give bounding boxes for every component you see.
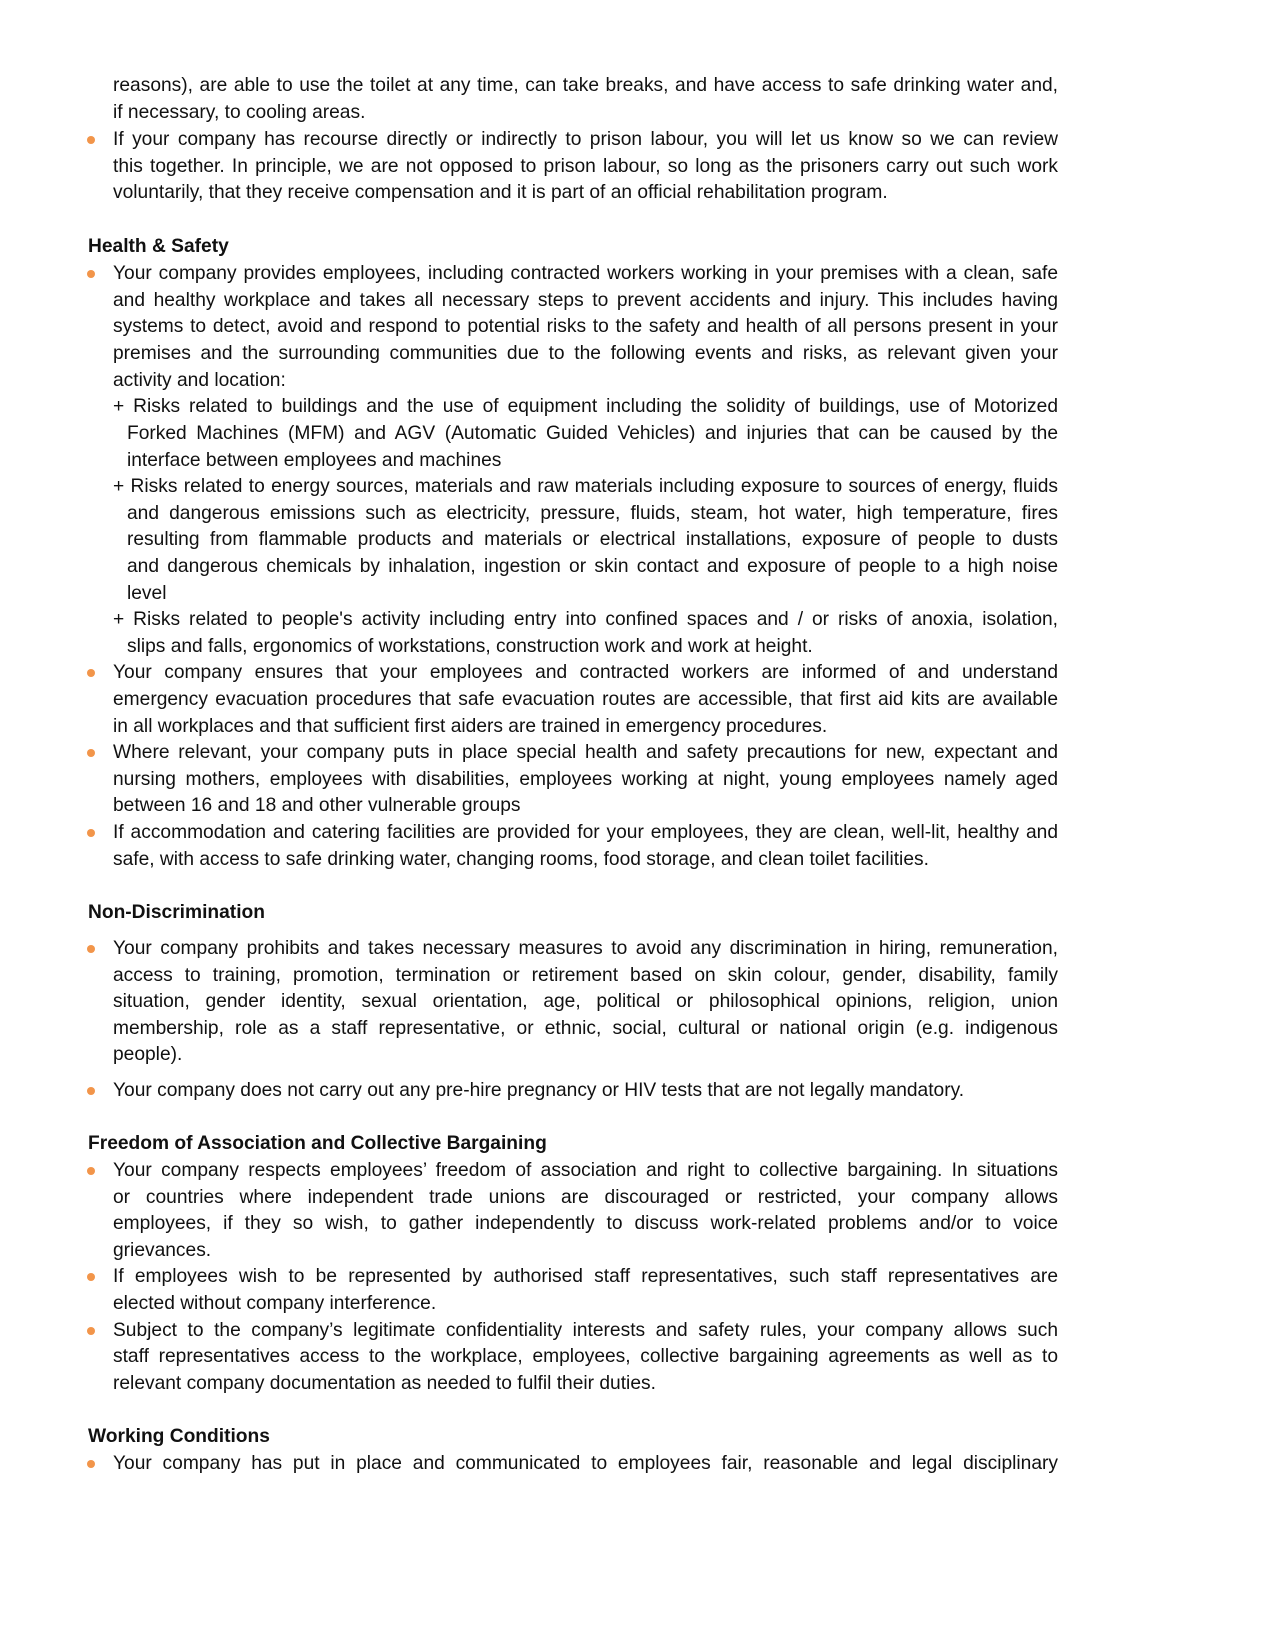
bullet-line: emergency evacuation procedures that safe evacuation routes are accessible, that first aid kits are available — [113, 689, 1058, 710]
bullet-line: Your company ensures that your employees and contracted workers are informed of and understand — [113, 662, 1058, 683]
section-heading: Non-Discrimination — [88, 902, 265, 923]
bullet-icon — [87, 945, 95, 953]
bullet-icon — [87, 1273, 95, 1281]
bullet-icon — [87, 1167, 95, 1175]
bullet-line: premises and the surrounding communities due to the following events and risks, as relevant given your — [113, 343, 1058, 364]
bullet-line: activity and location: — [113, 370, 286, 391]
bullet-line: between 16 and 18 and other vulnerable groups — [113, 795, 521, 816]
bullet-line: Subject to the company’s legitimate confidentiality interests and safety rules, your company allows such — [113, 1320, 1058, 1341]
sub-item-line: slips and falls, ergonomics of workstations, construction work and work at height. — [127, 636, 813, 657]
bullet-line: in all workplaces and that sufficient first aiders are trained in emergency procedures. — [113, 716, 828, 737]
bullet-line: and healthy workplace and takes all necessary steps to prevent accidents and injury. This includes having — [113, 290, 1058, 311]
bullet-line: elected without company interference. — [113, 1293, 437, 1314]
bullet-line: relevant company documentation as needed to fulfil their duties. — [113, 1373, 656, 1394]
bullet-icon — [87, 1087, 95, 1095]
bullet-line: Your company provides employees, including contracted workers working in your premises with a clean, safe — [113, 263, 1058, 284]
bullet-line: people). — [113, 1044, 183, 1065]
bullet-icon — [87, 829, 95, 837]
bullet-line: staff representatives access to the workplace, employees, collective bargaining agreements as well as to — [113, 1346, 1058, 1367]
bullet-line: If employees wish to be represented by authorised staff representatives, such staff representatives are — [113, 1266, 1058, 1287]
bullet-line: If your company has recourse directly or indirectly to prison labour, you will let us know so we can review — [113, 129, 1058, 150]
bullet-line: Your company prohibits and takes necessary measures to avoid any discrimination in hiring, remuneration, — [113, 938, 1058, 959]
bullet-line: safe, with access to safe drinking water, changing rooms, food storage, and clean toilet facilities. — [113, 849, 929, 870]
sub-item-line: resulting from flammable products and materials or electrical installations, exposure of people to dusts — [127, 529, 1058, 550]
bullet-line: Your company has put in place and communicated to employees fair, reasonable and legal disciplinary — [113, 1453, 1058, 1474]
bullet-line: Your company does not carry out any pre-hire pregnancy or HIV tests that are not legally mandatory. — [113, 1080, 965, 1101]
bullet-icon — [87, 136, 95, 144]
bullet-line: If accommodation and catering facilities are provided for your employees, they are clean, well-lit, healthy and — [113, 822, 1058, 843]
sub-item-line: Forked Machines (MFM) and AGV (Automatic Guided Vehicles) and injuries that can be caused by the — [127, 423, 1058, 444]
intro-line: if necessary, to cooling areas. — [113, 102, 366, 123]
sub-item-line: and dangerous chemicals by inhalation, ingestion or skin contact and exposure of people to a high noise — [127, 556, 1058, 577]
bullet-line: employees, if they so wish, to gather independently to discuss work-related problems and/or to voice — [113, 1213, 1058, 1234]
bullet-icon — [87, 1327, 95, 1335]
bullet-icon — [87, 749, 95, 757]
bullet-icon — [87, 1460, 95, 1468]
sub-item-line: + Risks related to energy sources, materials and raw materials including exposure to sources of energy, fluids — [113, 476, 1058, 497]
bullet-icon — [87, 270, 95, 278]
bullet-line: Where relevant, your company puts in place special health and safety precautions for new, expectant and — [113, 742, 1058, 763]
sub-item-line: interface between employees and machines — [127, 450, 502, 471]
bullet-line: access to training, promotion, termination or retirement based on skin colour, gender, disability, family — [113, 965, 1058, 986]
bullet-icon — [87, 669, 95, 677]
sub-item-line: level — [127, 583, 167, 604]
bullet-line: systems to detect, avoid and respond to potential risks to the safety and health of all persons present in your — [113, 316, 1058, 337]
bullet-line: nursing mothers, employees with disabilities, employees working at night, young employees namely aged — [113, 769, 1058, 790]
bullet-line: this together. In principle, we are not opposed to prison labour, so long as the prisoners carry out such work — [113, 156, 1058, 177]
sub-item-line: + Risks related to buildings and the use of equipment including the solidity of buildings, use of Motorized — [113, 396, 1058, 417]
bullet-line: membership, role as a staff representative, or ethnic, social, cultural or national origin (e.g. indigenous — [113, 1018, 1058, 1039]
section-heading: Freedom of Association and Collective Bargaining — [88, 1133, 547, 1154]
bullet-line: Your company respects employees’ freedom of association and right to collective bargaining. In situations — [113, 1160, 1058, 1181]
sub-item-line: + Risks related to people's activity including entry into confined spaces and / or risks of anoxia, isolation, — [113, 609, 1058, 630]
bullet-line: situation, gender identity, sexual orientation, age, political or philosophical opinions, religion, union — [113, 991, 1058, 1012]
sub-item-line: and dangerous emissions such as electricity, pressure, fluids, steam, hot water, high temperature, fires — [127, 503, 1058, 524]
section-heading: Working Conditions — [88, 1426, 270, 1447]
section-heading: Health & Safety — [88, 236, 229, 257]
intro-line: reasons), are able to use the toilet at any time, can take breaks, and have access to safe drinking water and, — [113, 75, 1058, 96]
bullet-line: voluntarily, that they receive compensation and it is part of an official rehabilitation program. — [113, 182, 888, 203]
bullet-line: or countries where independent trade unions are discouraged or restricted, your company allows — [113, 1187, 1058, 1208]
bullet-line: grievances. — [113, 1240, 212, 1261]
